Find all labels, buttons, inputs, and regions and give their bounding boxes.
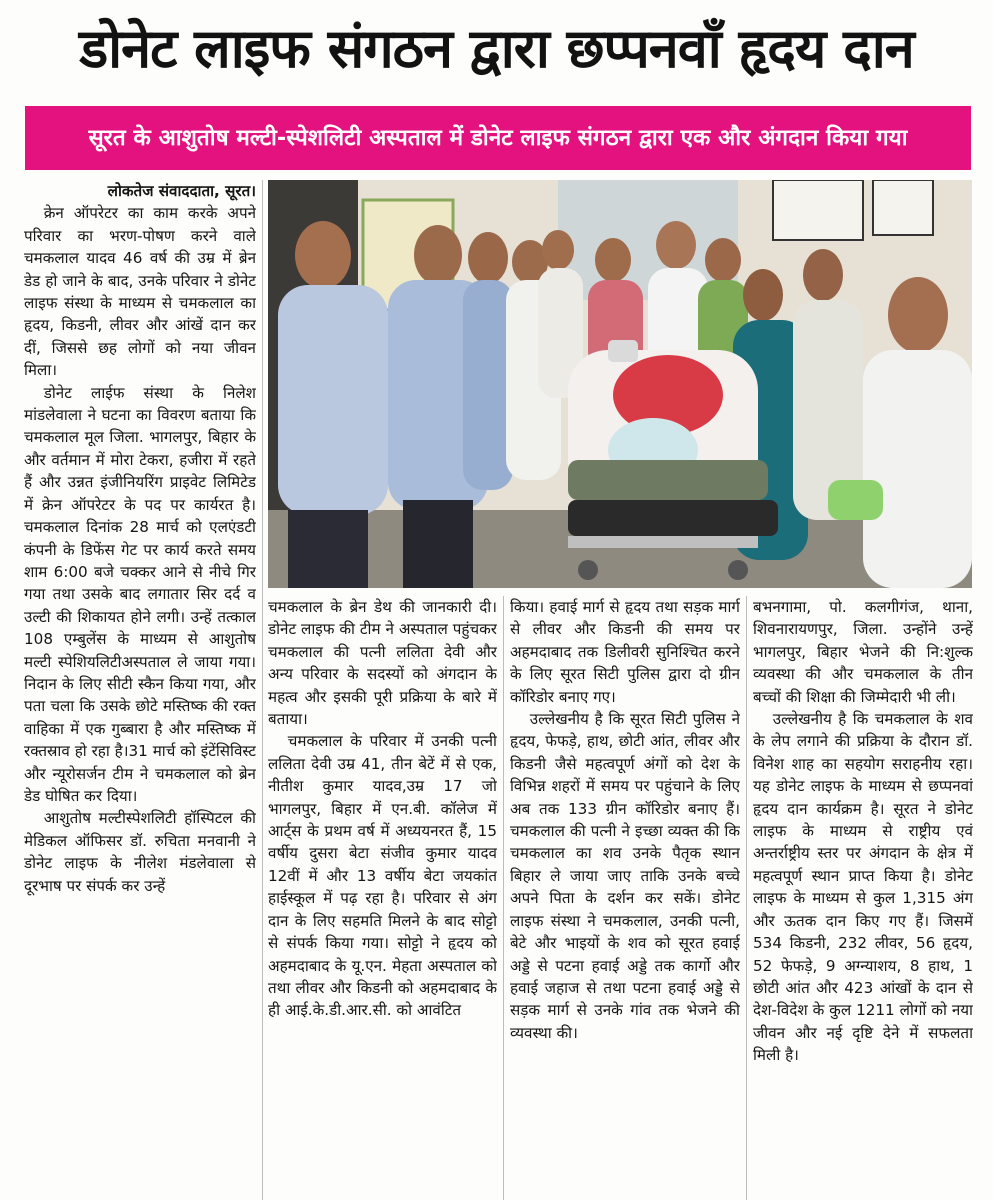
paragraph: चमकलाल के ब्रेन डेथ की जानकारी दी। डोनेट लाइफ की टीम ने अस्पताल पहुंचकर चमकलाल की पत्नी ललिता देवी और अन्य परिवार के सदस्यों को अंगदान के महत्व और इसकी पूरी प्रक्रिया के बारे में बताया। [268, 598, 497, 729]
paragraph: उल्लेखनीय है कि सूरत सिटी पुलिस ने हृदय, फेफड़े, हाथ, छोटी आंत, लीवर और किडनी जैसे महत्वपूर्ण अंगों को देश के विभिन्न शहरों में समय पर पहुंचाने के लिए अब तक 133 ग्रीन कॉरिडोर बनाए हैं। चमकलाल की पत्नी ने इच्छा व्यक्त की कि चमकलाल का शव उनके पैतृक स्थान बिहार ले जाया जाए ताकि उनके बच्चे अपने पिता के दर्शन कर सकें। डोनेट लाइफ संस्था ने चमकलाल, उनकी पत्नी, बेटे और भाइयों के शव को सूरत हवाई अड्डे से पटना हवाई अड्डे तक कार्गो और हवाई जहाज से तथा पटना हवाई अड्डे से सड़क मार्ग से उनके गांव तक भेजने की व्यवस्था की। [510, 710, 740, 1042]
paragraph: डोनेट लाईफ संस्था के निलेश मांडलेवाला ने घटना का विवरण बताया कि चमकलाल मूल जिला. भागलपुर, बिहार के और वर्तमान में मोरा टेकरा, हजीरा में रहते हैं और उन्नत इंजीनियरिंग प्राइवेट लिमिटेड में क्रेन ऑपरेटर के पद पर कार्यरत है। चमकलाल दिनांक 28 मार्च को एलएंडटी कंपनी के डिफेंस गेट पर कार्य करते समय शाम 6:00 बजे चक्कर आने से नीचे गिर गया तथा उसके बाद लगातार सिर दर्द व उल्टी की शिकायत होने लगी। उन्हें तत्काल 108 एम्बुलेंस के माध्यम से आशुतोष मल्टी स्पेशियलिटीअस्पताल ले जाया गया। निदान के लिए सीटी स्कैन किया गया, और पता चला कि उसके छोटे मस्तिष्क की रक्त वाहिका में एक गुब्बारा है और मस्तिष्क में रक्तस्राव हो रहा है।31 मार्च को इंटेंसिविस्ट और न्यूरोसर्जन टीम ने चमकलाल को ब्रेन डेड घोषित कर दिया। [24, 383, 256, 805]
paragraph: चमकलाल के परिवार में उनकी पत्नी ललिता देवी उम्र 41, तीन बेटें में से एक, नीतीश कुमार यादव,उम्र 17 जो भागलपुर, बिहार में एन.बी. कॉलेज में आर्ट्स के प्रथम वर्ष में अध्ययनरत हैं, 15 वर्षीय दुसरा बेटा संजीव कुमार यादव 12वीं में और 13 वर्षीय बेटा जयकांत हाईस्कूल में पढ़ रहा है। परिवार से अंग दान के लिए सहमति मिलने के बाद सोट्टो से संपर्क किया गया। सोट्टो ने हृदय को अहमदाबाद के यू.एन. मेहता अस्पताल को तथा लीवर और किडनी को अहमदाबाद के ही आई.के.डी.आर.सी. को आवंटित [268, 732, 497, 1020]
paragraph: उल्लेखनीय है कि चमकलाल के शव के लेप लगाने की प्रक्रिया के दौरान डॉ. विनेश शाह का सहयोग सराहनीय रहा।यह डोनेट लाइफ के माध्यम से छप्पनवां हृदय दान कार्यक्रम है। सूरत ने डोनेट लाइफ के माध्यम से राष्ट्रीय एवं अन्तर्राष्ट्रीय स्तर पर अंगदान के क्षेत्र में महत्वपूर्ण स्थान प्राप्त किया है। डोनेट लाइफ के माध्यम से कुल 1,315 अंग और ऊतक दान किए गए हैं। जिसमें 534 किडनी, 232 लीवर, 56 हृदय, 52 फेफड़े, 9 अग्न्याशय, 8 हाथ, 1 छोटी आंत और 423 आंखों के दान से देश-विदेश के कुल 1211 लोगों को नया जीवन और नई दृष्टि देने में सफलता मिली है। [753, 710, 973, 1065]
paragraph: आशुतोष मल्टीस्पेशलिटी हॉस्पिटल की मेडिकल ऑफिसर डॉ. रुचिता मनवानी ने डोनेट लाइफ के नीलेश मंडलेवाला से दूरभाष पर संपर्क कर उन्हें [24, 809, 256, 895]
article-column-1 [24, 180, 256, 1200]
photo-illustration [268, 180, 972, 588]
headline: डोनेट लाइफ संगठन द्वारा छप्पनवाँ हृदय दान [79, 17, 914, 80]
subheadline-banner [25, 106, 971, 170]
subheadline: सूरत के आशुतोष मल्टी-स्पेशलिटी अस्पताल में डोनेट लाइफ संगठन द्वारा एक और अंगदान किया गया [88, 125, 908, 151]
column-divider [503, 596, 504, 1200]
column-divider [262, 180, 263, 1200]
article-column-3 [510, 596, 740, 1200]
article-column-2 [268, 596, 497, 1200]
news-photo [268, 180, 972, 588]
column-divider [746, 596, 747, 1200]
byline: लोकतेज संवाददाता, सूरत। [107, 182, 256, 200]
paragraph: क्रेन ऑपरेटर का काम करके अपने परिवार का भरण-पोषण करने वाले चमकलाल यादव 46 वर्ष की उम्र में ब्रेन डेड हो जाने के बाद, उनके परिवार ने डोनेट लाइफ संस्था के माध्यम से चमकलाल का हृदय, किडनी, लीवर और आंखें दान कर दीं, जिससे छह लोगों को नया जीवन मिला। [24, 204, 256, 380]
paragraph: किया। हवाई मार्ग से हृदय तथा सड़क मार्ग से लीवर और किडनी की समय पर अहमदाबाद तक डिलीवरी सुनिश्चित करने के लिए सूरत सिटी पुलिस द्वारा दो ग्रीन कॉरिडोर बनाए गए। [510, 598, 740, 706]
paragraph: बभनगामा, पो. कलगीगंज, थाना, शिवनारायणपुर, जिला. उन्होंने उन्हें भागलपुर, बिहार भेजने की नि:शुल्क व्यवस्था की और चमकलाल के तीन बच्चों की शिक्षा की जिम्मेदारी भी ली। [753, 598, 973, 706]
article-column-4 [753, 596, 973, 1200]
